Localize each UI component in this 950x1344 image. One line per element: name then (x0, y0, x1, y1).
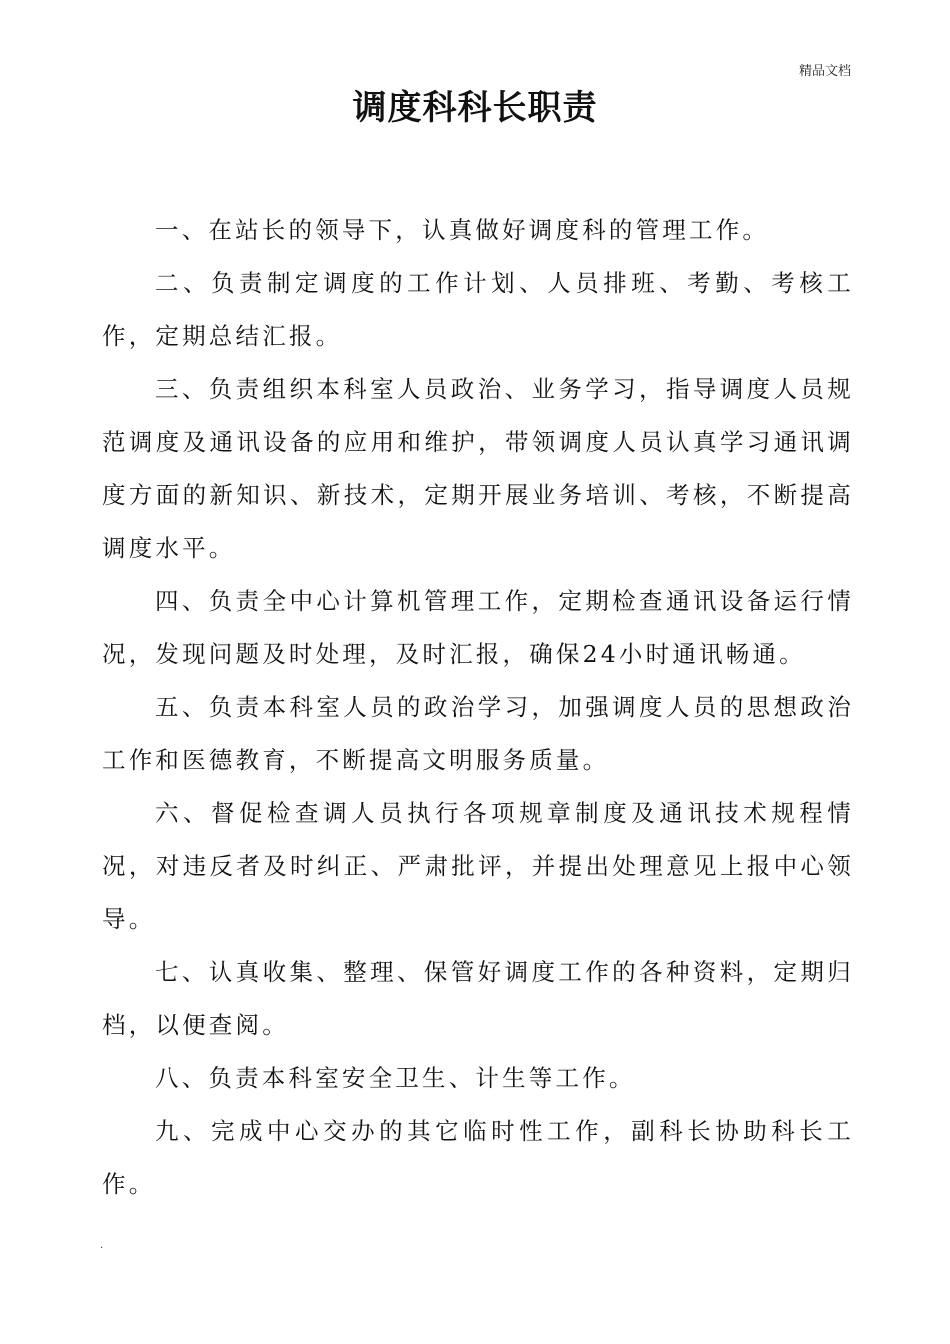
document-title: 调度科科长职责 (352, 88, 598, 128)
footer-mark: . (100, 1240, 104, 1251)
paragraph-1: 一、在站长的领导下，认真做好调度科的管理工作。 (155, 216, 770, 244)
document-body (102, 204, 854, 1211)
paragraph-4: 四、负责全中心计算机管理工作，定期检查通讯设备运行情况，发现问题及时处理，及时汇报，确保24小时通讯畅通。 (102, 587, 854, 668)
paragraph-7: 七、认真收集、整理、保管好调度工作的各种资料，定期归档，以便查阅。 (102, 958, 854, 1039)
paragraph-8: 八、负责本科室安全卫生、计生等工作。 (155, 1064, 636, 1092)
paragraph-9: 九、完成中心交办的其它临时性工作，副科长协助科长工作。 (102, 1117, 854, 1198)
paragraph-5: 五、负责本科室人员的政治学习，加强调度人员的思想政治工作和医德教育，不断提高文明服务质量。 (102, 693, 854, 774)
paragraph-6: 六、督促检查调人员执行各项规章制度及通讯技术规程情况，对违反者及时纠正、严肃批评，并提出处理意见上报中心领导。 (102, 799, 854, 933)
watermark-label: 精品文档 (798, 64, 851, 79)
paragraph-3: 三、负责组织本科室人员政治、业务学习，指导调度人员规范调度及通讯设备的应用和维护，带领调度人员认真学习通讯调度方面的新知识、新技术，定期开展业务培训、考核，不断提高调度水平。 (102, 375, 854, 562)
paragraph-2: 二、负责制定调度的工作计划、人员排班、考勤、考核工作，定期总结汇报。 (102, 269, 854, 350)
